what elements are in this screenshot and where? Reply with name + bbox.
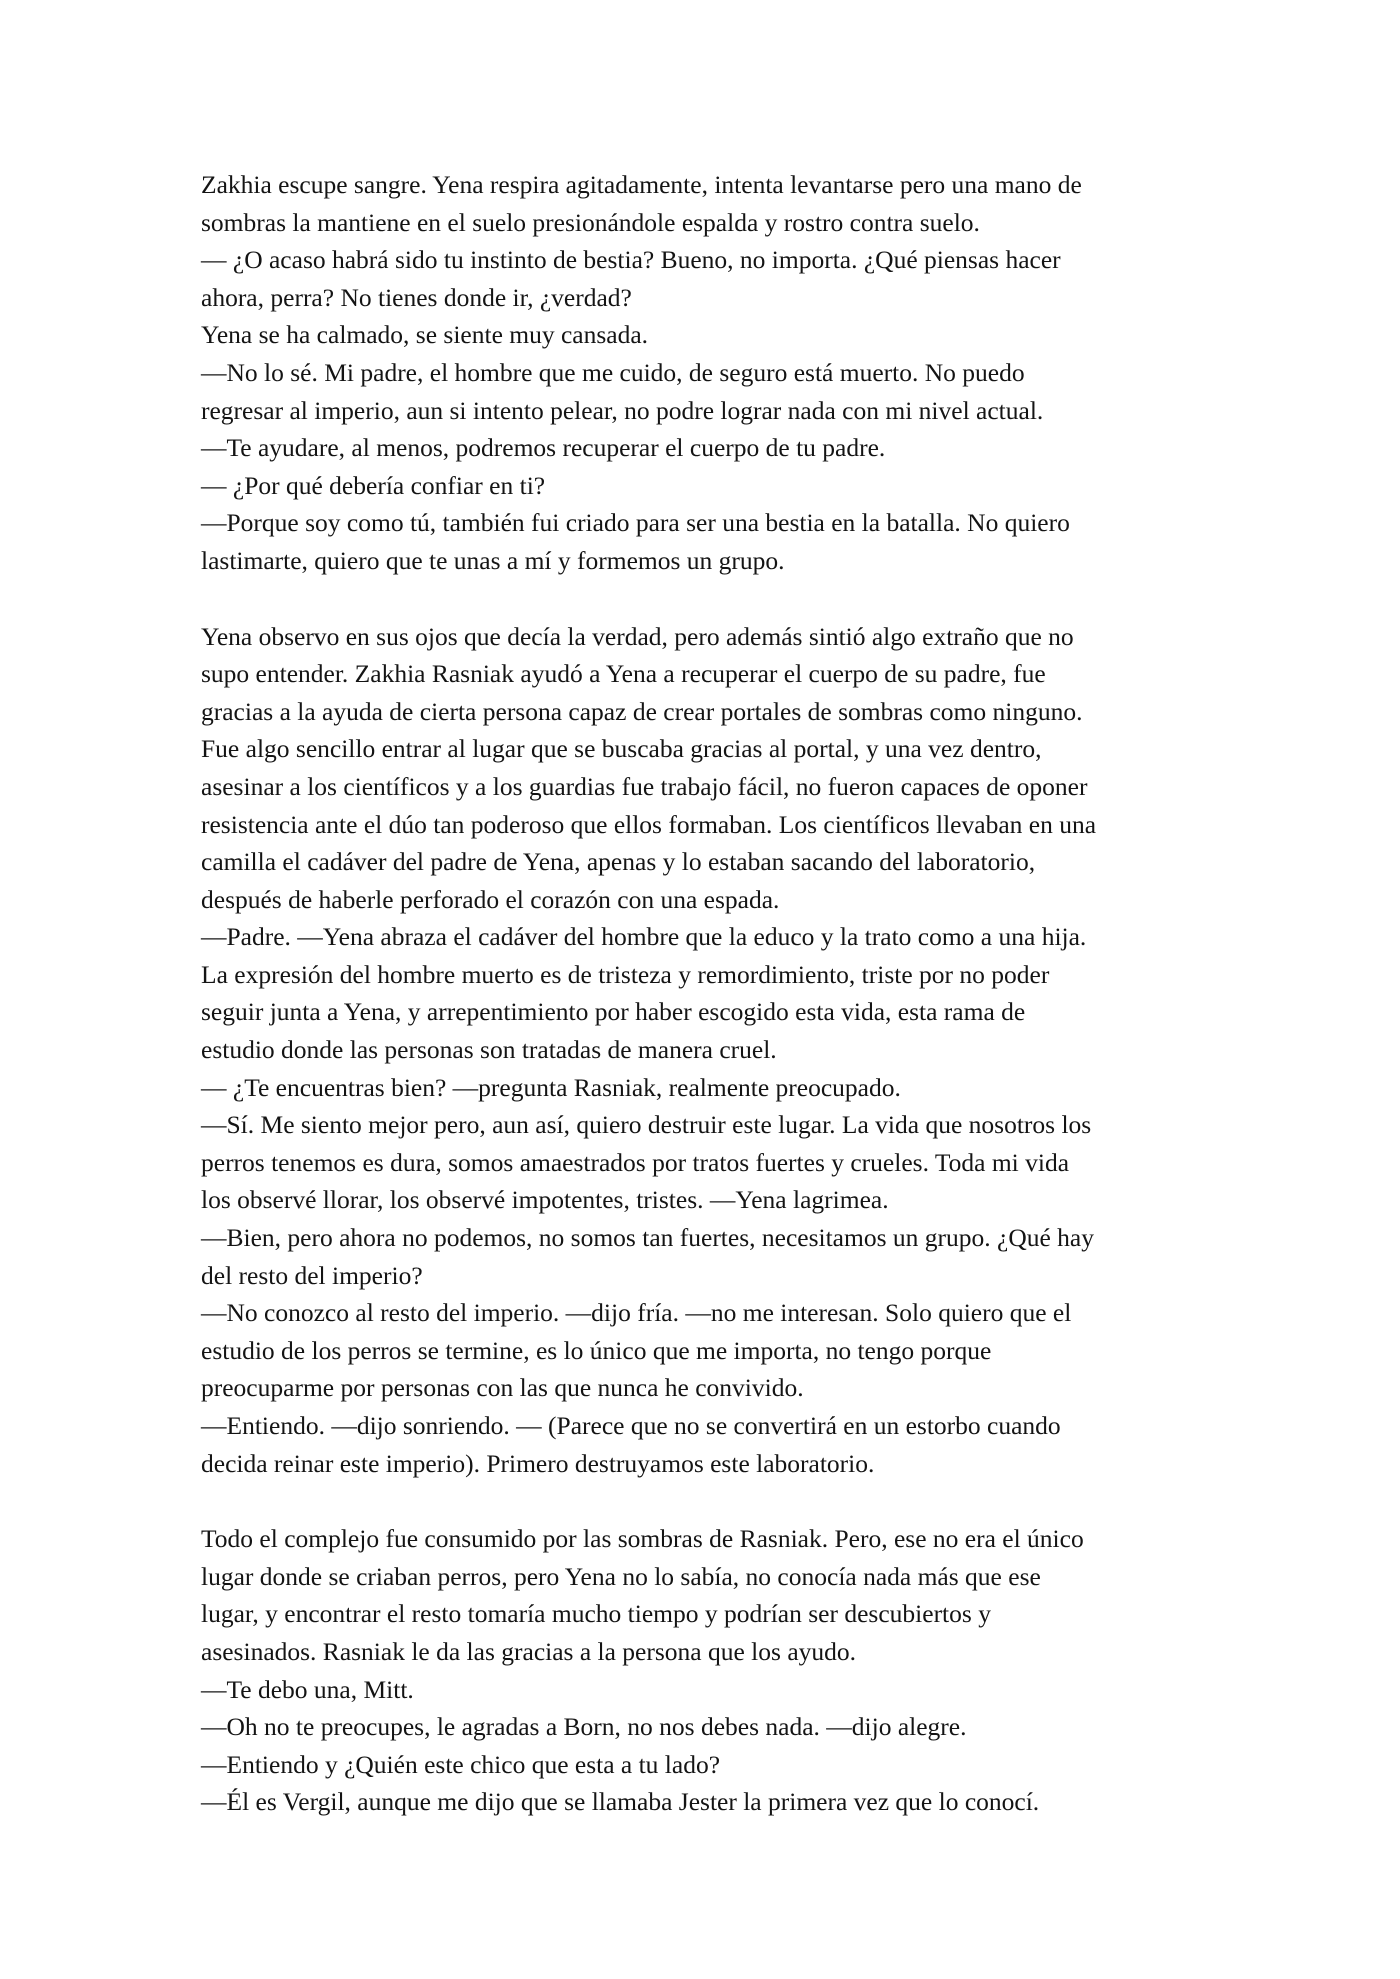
text-line: —Él es Vergil, aunque me dijo que se llamaba Jester la primera vez que lo conocí. [201,1787,1040,1817]
text-line: lugar, y encontrar el resto tomaría mucho tiempo y podrían ser descubiertos y [201,1599,991,1629]
text-line: —Te debo una, Mitt. [201,1674,414,1704]
paragraph-spacer [201,1482,1211,1520]
text-line: camilla el cadáver del padre de Yena, apenas y lo estaban sacando del laboratorio, [201,847,1036,877]
text-line: los observé llorar, los observé impotentes, tristes. —Yena lagrimea. [201,1185,889,1215]
text-line: lastimarte, quiero que te unas a mí y formemos un grupo. [201,545,785,575]
paragraph-2 [201,618,1211,1483]
text-line: —Porque soy como tú, también fui criado para ser una bestia en la batalla. No quiero [201,508,1070,538]
text-line: Zakhia escupe sangre. Yena respira agitadamente, intenta levantarse pero una mano de [201,170,1082,199]
text-line: perros tenemos es dura, somos amaestrados por tratos fuertes y crueles. Toda mi vida [201,1147,1070,1177]
text-line: —Te ayudare, al menos, podremos recuperar el cuerpo de tu padre. [201,433,886,463]
text-line: —No lo sé. Mi padre, el hombre que me cuido, de seguro está muerto. No puedo [201,357,1025,387]
text-line: estudio de los perros se termine, es lo único que me importa, no tengo porque [201,1335,992,1365]
text-line: —Entiendo. —dijo sonriendo. — (Parece que no se convertirá en un estorbo cuando [201,1411,1061,1440]
text-line: asesinados. Rasniak le da las gracias a la persona que los ayudo. [201,1636,857,1666]
paragraph-1 [201,166,1211,580]
paragraph-spacer [201,580,1211,618]
text-line: Yena observo en sus ojos que decía la verdad, pero además sintió algo extraño que no [201,621,1074,651]
text-line: estudio donde las personas son tratadas de manera cruel. [201,1035,777,1065]
text-line: — ¿Por qué debería confiar en ti? [201,470,546,500]
text-line: —Padre. —Yena abraza el cadáver del hombre que la educo y la trato como a una hija. [201,922,1087,952]
text-line: —Oh no te preocupes, le agradas a Born, no nos debes nada. —dijo alegre. [201,1712,967,1742]
text-line: gracias a la ayuda de cierta persona capaz de crear portales de sombras como ninguno. [201,696,1083,726]
text-line: del resto del imperio? [201,1260,423,1290]
paragraph-3 [201,1520,1211,1821]
text-line: regresar al imperio, aun si intento pelear, no podre lograr nada con mi nivel actual. [201,395,1044,425]
document-body [201,166,1211,1821]
text-line: —Entiendo y ¿Quién este chico que esta a tu lado? [201,1749,721,1779]
text-line: preocuparme por personas con las que nunca he convivido. [201,1373,804,1403]
text-line: Todo el complejo fue consumido por las sombras de Rasniak. Pero, ese no era el único [201,1524,1084,1554]
text-line: asesinar a los científicos y a los guardias fue trabajo fácil, no fueron capaces de oponer [201,771,1088,801]
text-line: lugar donde se criaban perros, pero Yena no lo sabía, no conocía nada más que ese [201,1561,1041,1591]
text-line: decida reinar este imperio). Primero destruyamos este laboratorio. [201,1448,875,1478]
text-line: —No conozco al resto del imperio. —dijo fría. —no me interesan. Solo quiero que el [201,1298,1072,1328]
text-line: seguir junta a Yena, y arrepentimiento por haber escogido esta vida, esta rama de [201,997,1026,1027]
text-line: — ¿O acaso habrá sido tu instinto de bestia? Bueno, no importa. ¿Qué piensas hacer [201,245,1061,275]
text-line: Yena se ha calmado, se siente muy cansada. [201,320,649,350]
text-line: La expresión del hombre muerto es de tristeza y remordimiento, triste por no poder [201,959,1050,989]
text-line: — ¿Te encuentras bien? —pregunta Rasniak, realmente preocupado. [201,1072,901,1102]
text-line: ahora, perra? No tienes donde ir, ¿verdad? [201,282,632,312]
text-line: después de haberle perforado el corazón con una espada. [201,884,780,914]
text-line: resistencia ante el dúo tan poderoso que ellos formaban. Los científicos llevaban en una [201,809,1097,839]
text-line: sombras la mantiene en el suelo presionándole espalda y rostro contra suelo. [201,207,980,237]
text-line: —Bien, pero ahora no podemos, no somos tan fuertes, necesitamos un grupo. ¿Qué hay [201,1223,1094,1253]
text-line: Fue algo sencillo entrar al lugar que se buscaba gracias al portal, y una vez dentro, [201,734,1042,764]
text-line: supo entender. Zakhia Rasniak ayudó a Yena a recuperar el cuerpo de su padre, fue [201,659,1046,689]
text-line: —Sí. Me siento mejor pero, aun así, quiero destruir este lugar. La vida que nosotros los [201,1110,1092,1140]
